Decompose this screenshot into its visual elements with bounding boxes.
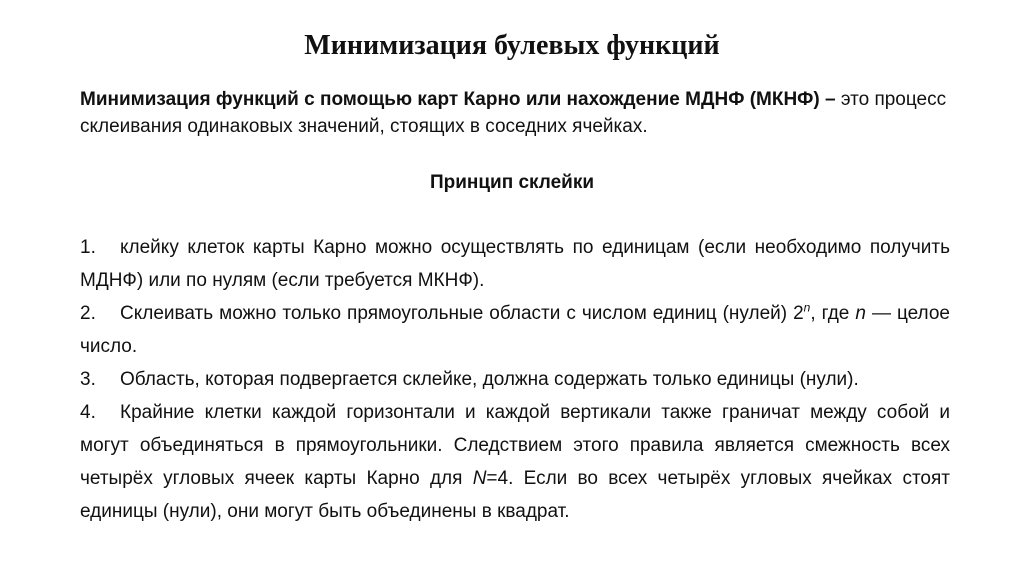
item-text: Склеивать можно только прямоугольные области с числом единиц (нулей) 2 bbox=[120, 303, 804, 324]
item-number: 3. bbox=[80, 369, 96, 390]
page-title: Минимизация булевых функций bbox=[304, 30, 720, 61]
intro-lead: Минимизация функций с помощью карт Карно или нахождение МДНФ (МКНФ) – bbox=[80, 89, 836, 110]
intro-rest: это процесс склеивания одинаковых значений, стоящих в соседних ячейках. bbox=[80, 89, 947, 137]
item-number: 1. bbox=[80, 237, 96, 258]
item-text: Крайние клетки каждой горизонтали и каждой вертикали также граничат между собой и могут объединяться в прямоугольники. Следствием этого правила является смежность всех четырёх угловых ячеек карты Карно для bbox=[80, 402, 950, 489]
exponent: n bbox=[803, 300, 811, 315]
list-item bbox=[80, 396, 950, 528]
item-text: =4. Если во всех четырёх угловых ячейках стоят единицы (нули), они могут быть объединены в квадрат. bbox=[80, 468, 950, 522]
variable: N bbox=[472, 468, 487, 489]
principles-list bbox=[80, 231, 950, 528]
list-item bbox=[80, 363, 950, 396]
item-text: Область, которая подвергается склейке, должна содержать только единицы (нули). bbox=[120, 369, 859, 390]
variable: n bbox=[855, 303, 866, 324]
item-number: 2. bbox=[80, 303, 96, 324]
intro-paragraph bbox=[80, 86, 950, 140]
list-item bbox=[80, 231, 950, 297]
section-heading: Принцип склейки bbox=[429, 172, 595, 193]
list-item bbox=[80, 297, 950, 363]
item-number: 4. bbox=[80, 402, 96, 423]
item-text: , где bbox=[810, 303, 856, 324]
item-text: клейку клеток карты Карно можно осуществлять по единицам (если необходимо получить МДНФ) или по нулям (если требуется МКНФ). bbox=[80, 237, 950, 291]
item-text: — целое число. bbox=[80, 303, 950, 357]
